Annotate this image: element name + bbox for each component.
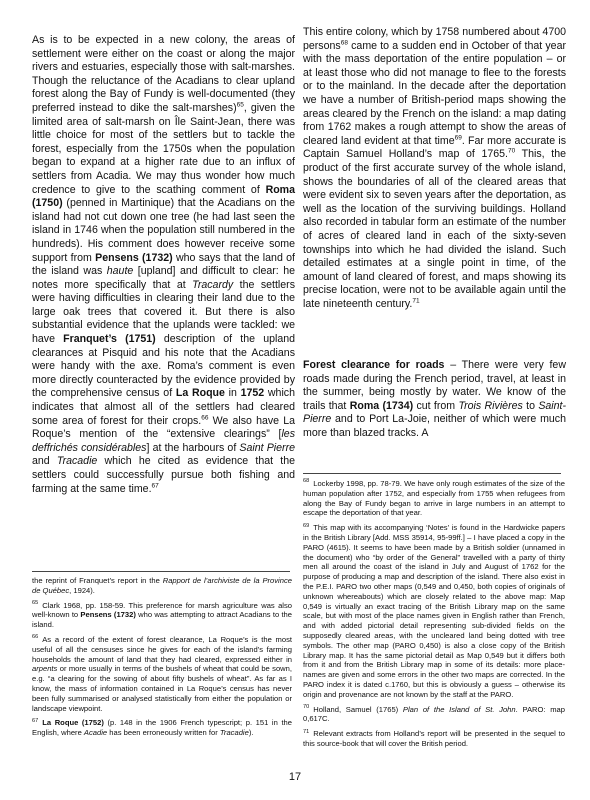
text-run: to	[522, 399, 539, 412]
text-run: the reprint of Franquet’s report in the	[32, 576, 163, 585]
text-run: This map with its accompanying ‘Notes’ is found in the Hardwicke papers in the British Library [Add. MSS 35914, 95-99ff.] – I have placed a copy in the PARO (4615). It seems to have been made by a British soldier (unnamed in the document) who “by order of the General” travelled with a party of thirty men all around the coast of the island in July and August of 1762 for the purpose of producing a map and description of the island. There also exist in the P.E.I. PARO two other maps (0,549 and 0,450, both copies of originals of unknown whereabouts) which are closely related to the above map: Map 0,549 is virtually an exact tracing of the British Library map on the same scale, but with most of the place names given in English rather than French, and with added pictorial detail representing sub-divided fields on the supposedly cleared areas, with the uncleared land being dotted with tree symbols. The other map (PARO 0,450) is also a close copy of the British Library map. It has the same pictorial detail as Map 0,549 but it differs both from it and from the British Library map in some of its details: more place-names are given and some errors in the other two maps are corrected. In the PARO index it is dated c.1760, but this is obviously a guess – otherwise its origin and provenance are not known by the staff at the PARO.	[303, 523, 565, 699]
text-run: haute	[106, 265, 134, 278]
text-run: Acadie	[83, 728, 108, 738]
text-run: Franquet’s (1751)	[63, 333, 156, 346]
footnote-number: 71	[303, 728, 310, 735]
text-run: As a record of the extent of forest clearance, La Roque’s is the most useful of all the censuses since he gives for each of the island’s farming households the amount of land that they had cleared, expressed either in	[32, 634, 292, 664]
text-run: , 1924).	[69, 585, 95, 595]
page-number: 17	[288, 771, 302, 783]
footnote	[32, 601, 292, 630]
left-footnote-divider	[32, 571, 290, 572]
footnote-ref: 65	[236, 101, 244, 109]
footnote	[303, 729, 565, 749]
footnote	[32, 635, 292, 713]
footnote-number: 65	[32, 600, 39, 607]
footnote-number: 68	[303, 478, 310, 485]
text-run: ] at the harbours of	[146, 441, 240, 454]
right-column-text	[303, 26, 566, 311]
footnote	[32, 718, 292, 738]
footnote-number: 66	[32, 634, 39, 641]
text-run: As is to be expected in a new colony, the areas of settlement were either on the coast or along the major rivers and estuaries, especially those with salt-marshes. Though the reluctance of the Acadians to clear upland forest along the Bay of Fundy is well-documented (they preferred instead to dike the salt-marshes)	[32, 34, 295, 114]
text-run: description of the upland clearances at Pisquid and his note that the Acadians were handy with the axe. Roma’s comment is even more directly counteracted by the evidence provided by the comprehensive census of	[32, 333, 296, 400]
text-run: which indicates that almost all of the settlers had cleared some area of forest for their crops.	[32, 387, 295, 427]
footnote-ref: 69	[454, 134, 462, 142]
text-run: La Roque	[175, 387, 225, 400]
right-footnote-divider	[303, 473, 561, 474]
text-run: (p. 148 in the 1906 French typescript; p. 151 in the English, where	[32, 718, 292, 738]
text-run: This, the product of the first accurate survey of the whole island, shows the boundaries of all of the cleared areas that were evident six to seven years after the deportation, as well as the location of the surviving buildings. Holland also recorded in tabular form an estimate of the number of acres of cleared land in each of the sixty-seven townships into which he had divided the island. Such detailed estimates at a single point in time, of the amount of land cleared of forest, and maps showing its precise location, were not to be available again until the late nineteenth century.	[303, 148, 566, 310]
text-run: We also have La Roque’s mention of the “extensive clearings” [	[32, 414, 295, 441]
text-run: Saint-Pierre	[303, 399, 566, 426]
text-run: Roma (1734)	[349, 399, 414, 412]
text-run: – There were very few roads made during the French period, travel, at least in the summer, being mostly by water. We know of the trails that	[303, 359, 566, 412]
text-run: Forest clearance for roads	[303, 359, 445, 371]
text-run: cut from	[413, 399, 459, 412]
text-run: Tracadie	[219, 728, 249, 738]
footnote	[303, 523, 565, 699]
left-column-text	[32, 34, 295, 496]
text-run: who was attempting to attract Acadians to the island.	[32, 610, 292, 630]
text-run: in	[224, 387, 241, 400]
text-run: Pensens (1732)	[80, 610, 136, 620]
left-footnotes	[32, 576, 292, 738]
text-run: and to Port La-Joie, neither of which were much more than blazed tracks. A	[303, 413, 566, 439]
footnote-ref: 66	[201, 414, 209, 422]
footnote	[32, 576, 292, 596]
footnote-ref: 70	[507, 147, 516, 155]
text-run: La Roque (1752)	[42, 718, 104, 728]
text-run: This entire colony, which by 1758 numbered about 4700 persons	[303, 26, 566, 52]
text-run: Pensens (1732)	[95, 251, 173, 264]
text-run: Plan of the Island of St. John	[402, 704, 516, 714]
right-footnotes	[303, 479, 565, 749]
text-run: Tracardy	[192, 278, 234, 291]
text-run: Tracadie	[56, 455, 98, 468]
text-run: Trois Rivières	[458, 399, 523, 412]
right-column-roads-paragraph	[303, 359, 566, 441]
footnote-number: 67	[32, 717, 39, 724]
footnote	[303, 705, 565, 725]
text-run: Saint Pierre	[239, 441, 295, 454]
text-run: Rapport de l’archiviste de la Province de Québec	[32, 576, 292, 595]
text-run: ).	[248, 728, 254, 738]
footnote	[303, 479, 565, 518]
text-run: les deffrichés considérables	[32, 428, 295, 454]
text-run: . PARO: map 0,617C.	[303, 704, 565, 724]
text-run: has been erroneously written for	[107, 728, 220, 738]
text-run: or more usually in terms of the bushels of wheat that could be sown, e.g. “a clearing for the sowing of about fifty bushels of wheat”. As far as I know, the mass of information contained in La Roque’s census has never been fully summarised or analysed statistically from either the population or landscape viewpoint.	[32, 664, 292, 713]
footnote-number: 69	[303, 522, 310, 529]
text-run: who says that the land of the island was	[32, 251, 295, 278]
text-run: Relevant extracts from Holland’s report will be presented in the sequel to this source-book that will cover the British period.	[303, 729, 565, 748]
text-run: which he cited as evidence that the settlers could successfully pursue both fishing and farming at the same time.	[32, 455, 295, 495]
footnote-ref: 67	[151, 482, 159, 490]
footnote-number: 70	[303, 704, 310, 710]
text-run: arpents	[32, 664, 58, 674]
footnote-ref: 71	[412, 297, 420, 305]
text-run: (penned in Martinique) that the Acadians on the island had not cut down one tree (he had last seen the island in 1746 when the population still numbered in the hundreds). His comment does however receive some support from	[32, 197, 295, 264]
text-run: Lockerby 1998, pp. 78-79. We have only rough estimates of the size of the human population after 1752, and especially from 1755 when refugees from along the Bay of Fundy began to arrive in large numbers in an attempt to escape the deportation of that year.	[303, 479, 565, 518]
text-run: came to a sudden end in October of that year with the mass deportation of the entire population – or at least those who did not manage to flee to the forests or to the mainland. In the decade after the deportation we have a number of British-period maps showing the areas cleared by the French on the island: a map dating from 1762 makes a rough attempt to show the areas of cleared land evident at that time	[303, 39, 566, 147]
text-run: Roma (1750)	[32, 183, 295, 210]
text-run: Holland, Samuel (1765)	[313, 704, 403, 714]
text-run: Clark 1968, pp. 158-59. This preference for marsh agriculture was also well-known to	[32, 600, 292, 620]
text-run: 1752	[240, 387, 265, 400]
text-run: and	[32, 455, 57, 468]
text-run: [upland] and difficult to clear: he notes more specifically that at	[32, 265, 295, 291]
text-run: the settlers were having difficulties in clearing their land due to the large oak trees that covered it. But there is also substantial evidence that the uplands were tackled: we have	[32, 278, 295, 346]
text-run: . Far more accurate is Captain Samuel Holland’s map of 1765.	[303, 134, 566, 161]
text-run: , given the limited area of salt-marsh on Île Saint-Jean, there was little choice for most of the settlers but to tackle the forest, especially from the 1750s when the population began to expand at a higher rate due to an influx of settlers from Acadia. We may thus wonder how much credence to give to the scathing comment of	[32, 101, 295, 196]
footnote-ref: 68	[340, 39, 348, 47]
